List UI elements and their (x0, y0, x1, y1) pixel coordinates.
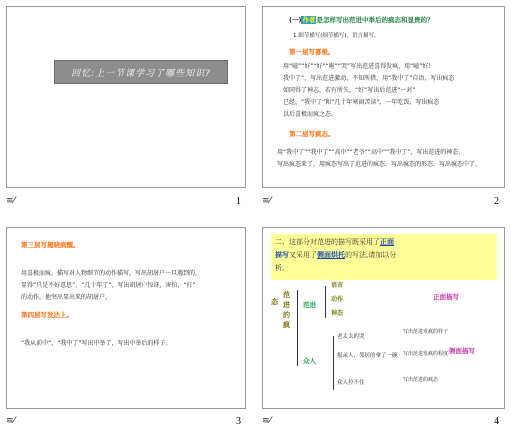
front-description-label: 正面描写 (433, 293, 459, 301)
section1-line: 已经，“我中了”和“几十年寒窗苦读”，一年吃饭，写出疯态 (283, 99, 440, 106)
section3-line: 的动作，他突出显出来的胡屠户。 (21, 294, 112, 301)
branch2-bracket (333, 336, 334, 390)
slide-2[interactable] (262, 6, 505, 188)
slide-1[interactable] (6, 6, 246, 188)
branch2-who: 老太太的哭 (337, 334, 365, 340)
page-number: 4 (494, 416, 499, 427)
section2-line: 用“我中了”“我中了”“高中”“老爷”“高中”“我中了”，写出范进的神态， (277, 149, 465, 156)
vertical-title: 范进的疯 (283, 291, 290, 329)
notes-icon[interactable]: ≡⁄ (6, 416, 16, 426)
notes-icon[interactable]: ≡⁄ (262, 196, 272, 206)
branch1-item: 语言 (331, 282, 344, 289)
branch2-who: 报录人，邻居的拿了一碗 (337, 353, 398, 359)
section2-line: 写出疯态来了，用疯态写出了范进的疯态，写出疯态的形态，写出疯态中了， (277, 161, 482, 168)
question-line-3: 析。 (275, 264, 289, 272)
branch1-bracket (325, 286, 326, 318)
bullet: 1.细节描写(细节描写)、语言描写。 (293, 33, 380, 39)
section3-line: 显得“只是不好意思”，“几十年了”，写出胡屠户惊讶，害怕，“打” (21, 282, 196, 289)
branch1-item: 动作 (331, 296, 344, 303)
page-number: 2 (494, 196, 499, 207)
branch2-who: 众人拉不住 (337, 380, 365, 386)
slide-title: 回忆:上一节课学习了哪些知识? (54, 60, 228, 84)
heading-highlight: 作者 (302, 16, 316, 24)
notes-icon[interactable]: ≡⁄ (262, 416, 272, 426)
branch-fanjin: 范进 (303, 301, 316, 309)
side-description-label: 侧面描写 (449, 347, 475, 355)
page-number: 3 (236, 416, 241, 427)
section2-title: 第二层写疯态。 (289, 130, 335, 138)
section1-line: 我中了”，写出范进激动，不知所措，用“我中了”自语，写出疯态 (283, 75, 455, 82)
question-line-1: 二、这部分对范进的描写既采用了正面 (275, 238, 394, 246)
section3-title: 第三层写揭晓疯醒。 (21, 241, 80, 249)
branch1-item: 神态 (331, 310, 344, 317)
section4-title: 第四层写发达上。 (21, 311, 73, 319)
heading-rest: 是怎样写出范进中举后的疯态和显贵的？ (316, 16, 434, 24)
section3-line: 用喜极而疯，描写对人物细节的动作描写，写出胡屠户一旦遇到的， (21, 270, 202, 277)
main-bracket (297, 290, 298, 366)
heading-prefix: (一) (289, 16, 302, 24)
section1-title: 第一层写喜极。 (289, 48, 335, 56)
question-box (271, 234, 497, 280)
notes-icon[interactable]: ≡⁄ (6, 196, 16, 206)
vertical-side: 态 (271, 298, 278, 306)
page-number: 1 (236, 196, 241, 207)
section1-line: 用“噫”“好”“好”“啦”“哭”写出范进喜得发疯，用“噫”好！ (283, 63, 435, 70)
question-line-2: 描写又采用了侧面烘托的写法,请加以分 (275, 251, 397, 259)
section1-line: 以后喜极而疯之态。 (283, 111, 338, 118)
section1-line: 如同得了神志，若有所失，“好”写出后范进“一对” (283, 87, 416, 94)
branch2-desc: 写出范进发疯的程度 (403, 351, 449, 357)
section4-line: “我从前中”，“我中了”写出中举了，写出中举后的样子。 (21, 340, 172, 347)
branch-people: 众人 (303, 357, 316, 365)
slide-4[interactable] (262, 227, 505, 409)
branch2-desc: 写出范进发疯的样子 (403, 329, 449, 335)
slide-3[interactable] (6, 227, 246, 409)
slide-heading (289, 15, 433, 27)
branch2-desc: 写出范进的疯态 (403, 377, 439, 383)
